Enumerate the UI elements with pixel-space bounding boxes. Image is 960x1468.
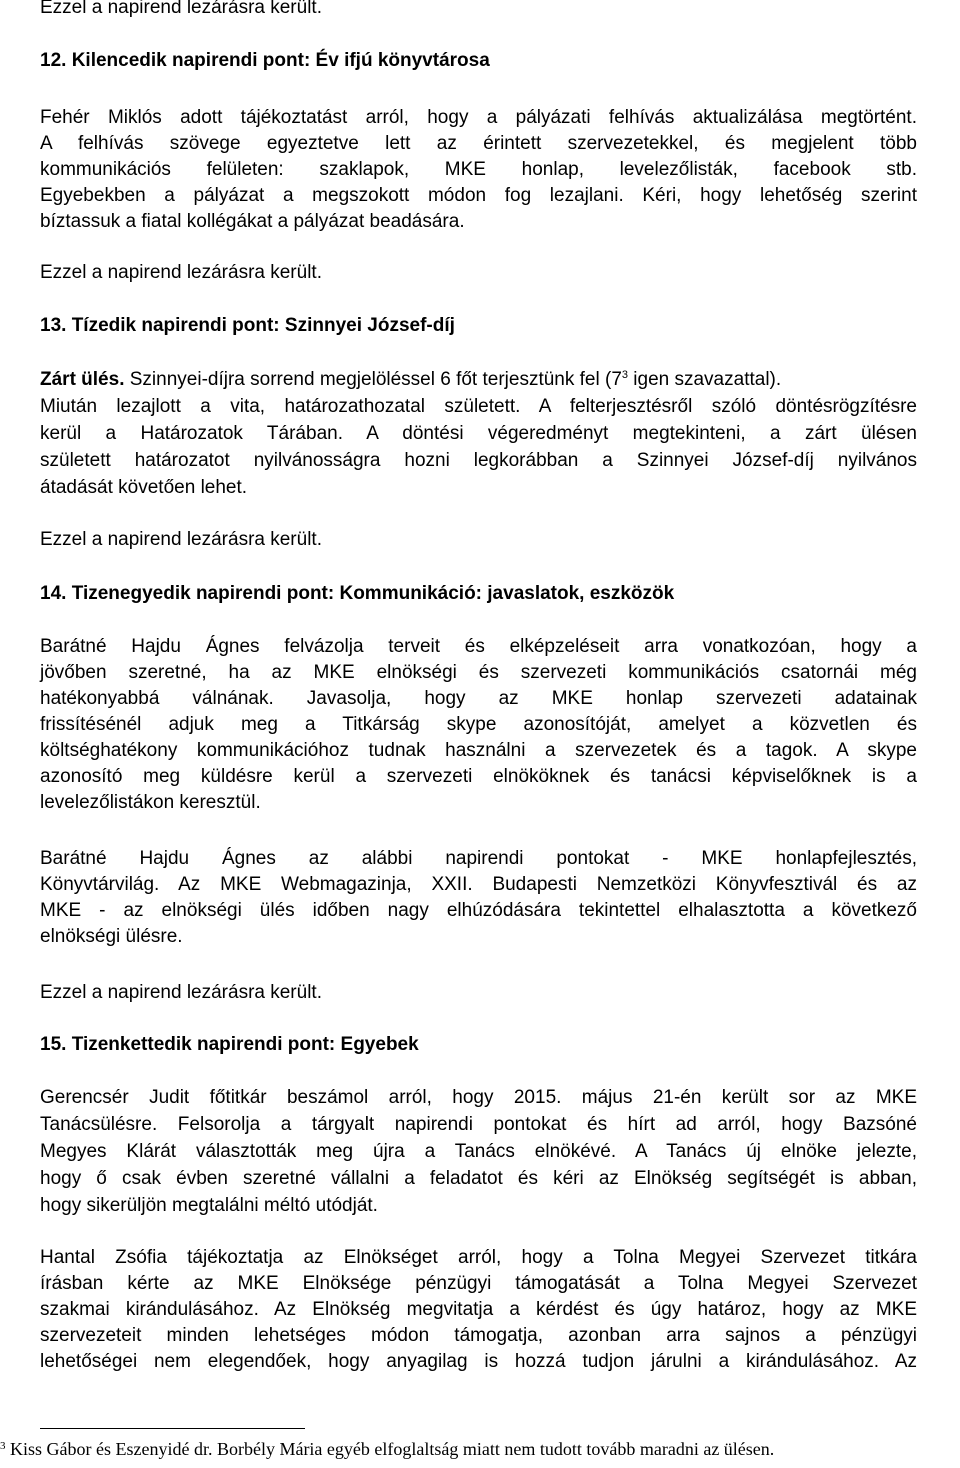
paragraph-line: született határozatot nyilvánosságra hozni legkorábban a Szinnyei József-díj nyilvános (40, 450, 917, 471)
closing-note: Ezzel a napirend lezárásra került. (40, 0, 322, 18)
paragraph-line: Megyes Klárát választották meg újra a Tanács elnökévé. A Tanács új elnöke jelezte, (40, 1141, 917, 1162)
footnote-separator (40, 1428, 305, 1429)
paragraph-line: Barátné Hajdu Ágnes az alábbi napirendi pontokat - MKE honlapfejlesztés, (40, 848, 917, 869)
closing-note: Ezzel a napirend lezárásra került. (40, 262, 322, 283)
paragraph-line: kerül a Határozatok Tárában. A döntési végeredményt megtekinteni, a zárt ülésen (40, 423, 917, 444)
paragraph-line: hatékonyabbá válnának. Javasolja, hogy az MKE honlap szervezeti adatainak (40, 688, 917, 709)
paragraph-line: bíztassuk a fiatal kollégákat a pályázat beadására. (40, 211, 465, 232)
paragraph-line: hogy ő csak évben szeretné vállalni a feladatot és kéri az Elnökség segítségét is abban, (40, 1168, 917, 1189)
paragraph-line: hogy sikerüljön megtalálni méltó utódját. (40, 1195, 378, 1216)
closed-session-label: Zárt ülés. (40, 369, 125, 390)
section-12-heading: 12. Kilencedik napirendi pont: Év ifjú könyvtárosa (40, 50, 490, 71)
paragraph-line: költséghatékony kommunikációhoz tudnak használni a szervezetek és a tagok. A skype (40, 740, 917, 761)
paragraph-line: átadását követően lehet. (40, 477, 248, 498)
paragraph-text: Szinnyei-díjra sorrend megjelöléssel 6 főt terjesztünk fel (7 (124, 369, 622, 390)
paragraph-line: kommunikációs felületen: szaklapok, MKE honlap, levelezőlisták, facebook stb. (40, 159, 917, 180)
footnote-reference: 3 (621, 369, 629, 381)
paragraph-text: igen szavazattal). (628, 369, 782, 390)
closing-note: Ezzel a napirend lezárásra került. (40, 982, 322, 1003)
paragraph-line: elnökségi ülésre. (40, 926, 183, 947)
footnote-text: Kiss Gábor és Eszenyidé dr. Borbély Mária egyéb elfoglaltság miatt nem tudott tovább maradni az ülésen. (5, 1439, 775, 1459)
paragraph-line: Fehér Miklós adott tájékoztatást arról, hogy a pályázati felhívás aktualizálása megtörtént. (40, 107, 917, 128)
paragraph-line: levelezőlistákon keresztül. (40, 792, 261, 813)
paragraph-line: Könyvtárvilág. Az MKE Webmagazinja, XXII. Budapesti Nemzetközi Könyvfesztivál és az (40, 874, 917, 895)
paragraph-line: Hantal Zsófia tájékoztatja az Elnökséget arról, hogy a Tolna Megyei Szervezet titkára (40, 1247, 917, 1268)
section-14-heading: 14. Tizenegyedik napirendi pont: Kommunikáció: javaslatok, eszközök (40, 583, 675, 604)
paragraph-line: lehetőségei nem elegendőek, hogy anyagilag is hozzá tudjon járulni a kirándulásához. Az (40, 1351, 917, 1372)
footnote (0, 1437, 960, 1461)
paragraph-line: Miután lezajlott a vita, határozathozatal született. A felterjesztésről szóló döntésrögzítésre (40, 396, 917, 417)
paragraph-line: frissítésénél adjuk meg a Titkárság skype azonosítóját, amelyet a közvetlen és (40, 714, 917, 735)
paragraph-line: A felhívás szövege egyeztetve lett az érintett szervezetekkel, és megjelent több (40, 133, 917, 154)
paragraph-line: MKE - az elnökségi ülés időben nagy elhúzódására tekintettel elhalasztotta a következő (40, 900, 917, 921)
closing-note: Ezzel a napirend lezárásra került. (40, 529, 322, 550)
paragraph-line: szervezeteit minden lehetséges módon támogatja, azonban arra sajnos a pénzügyi (40, 1325, 917, 1346)
footnote-number: 3 (0, 1440, 6, 1452)
section-13-heading: 13. Tízedik napirendi pont: Szinnyei József-díj (40, 315, 455, 336)
paragraph-line: Egyebekben a pályázat a megszokott módon fog lezajlani. Kéri, hogy lehetőség szerint (40, 185, 917, 206)
paragraph-line (40, 367, 917, 393)
paragraph-line: Gerencsér Judit főtitkár beszámol arról, hogy 2015. május 21-én került sor az MKE (40, 1087, 917, 1108)
paragraph-line: írásban kérte az MKE Elnöksége pénzügyi támogatását a Tolna Megyei Szervezet (40, 1273, 917, 1294)
paragraph-line: Tanácsülésre. Felsorolja a tárgyalt napirendi pontokat és hírt ad arról, hogy Bazsóné (40, 1114, 917, 1135)
section-15-heading: 15. Tizenkettedik napirendi pont: Egyebek (40, 1034, 419, 1055)
paragraph-line: azonosító meg küldésre kerül a szervezeti elnököknek és tanácsi képviselőknek is a (40, 766, 917, 787)
paragraph-line: szakmai kirándulásához. Az Elnökség megvitatja a kérdést és úgy határoz, hogy az MKE (40, 1299, 917, 1320)
paragraph-line: jövőben szeretné, ha az MKE elnökségi és szervezeti kommunikációs csatornái még (40, 662, 917, 683)
paragraph-line: Barátné Hajdu Ágnes felvázolja terveit és elképzeléseit arra vonatkozóan, hogy a (40, 636, 917, 657)
